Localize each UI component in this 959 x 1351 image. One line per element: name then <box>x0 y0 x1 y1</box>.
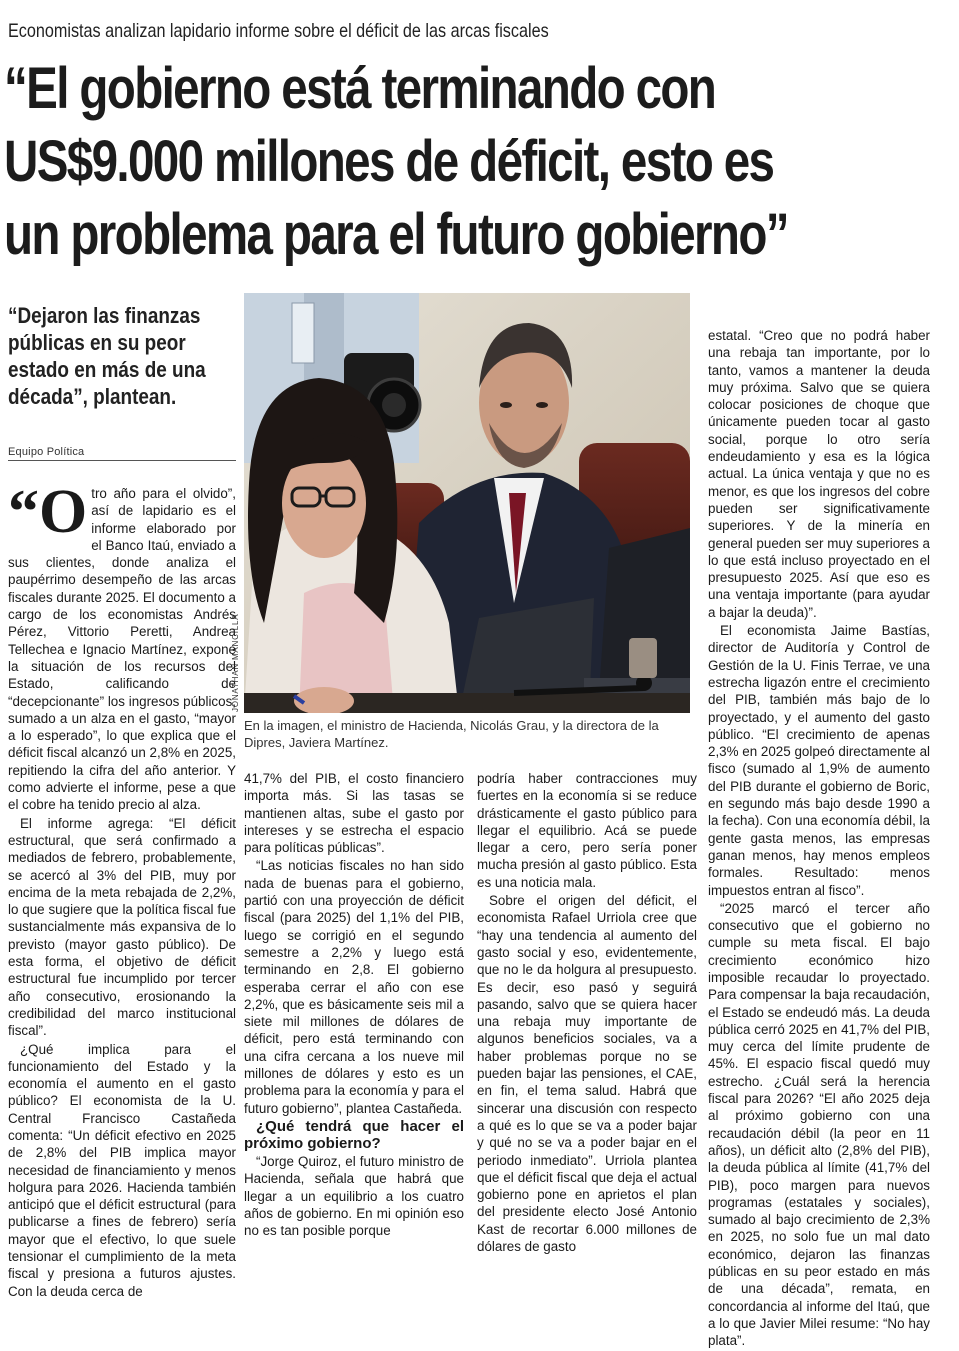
paragraph: Sobre el origen del déficit, el economista Rafael Urriola cree que “hay una tendencia al aumento del gasto social y eso, evidentemente, que no le da holgura al presupuesto. Es decir, eso pasó y seguirá pasando, salvo que se quiera hacer una rebaja muy importante de algunos beneficios sociales, va a haber problemas porque no se pueden bajar las pensiones, el CAE, en fin, el tema salud. Habrá que sincerar una discusión con respecto a qué es lo que se va a poder bajar y qué no se va a poder bajar en el periodo inmediato”. Urriola plantea que el déficit fiscal que deja el actual gobierno pone en aprietos el plan del presidente electo José Antonio Kast de recortar 6.000 millones de dólares de gasto <box>477 893 697 1255</box>
photo-caption: En la imagen, el ministro de Hacienda, Nicolás Grau, y la directora de la Dipres, Javiera Martínez. <box>244 718 659 750</box>
drop-cap: “O <box>8 478 88 546</box>
paragraph: 41,7% del PIB, el costo financiero importa más. Si las tasas se mantienen altas, sube el gasto por intereses y se estrecha el espacio para políticas públicas”. <box>244 771 464 856</box>
paragraph: El informe agrega: “El déficit estructural, que será confirmado a mediados de febrero, probablemente, se acercó al 3% del PIB, muy por encima de la meta rebajada de 2,2%, lo que sugiere que la política fiscal fue sustancialmente más expansiva de lo previsto (mayor gasto público). De esta forma, el objetivo de déficit estructural fue incumplido por tercer año consecutivo, erosionando la credibilidad del marco institucional fiscal”. <box>8 815 236 1039</box>
paragraph: estatal. “Creo que no podrá haber una rebaja tan importante, por lo tanto, vamos a mantener la deuda muy próxima. Salvo que se quiera colocar posiciones de choque que únicamente pueden tocar al gasto social, porque lo otro sería endeudamiento y esa es la lógica actual. La única ventaja y que no es menor, es que los ingresos del cobre pueden ser significativamente superiores. Y de la minería en general pueden ser muy superiores a lo que está incluso proyectado en el presupuesto 2025. Así que eso es una ventaja importante (para ayudar a bajar la deuda)”. <box>708 328 930 620</box>
paragraph: El economista Jaime Bastías, director de Auditoría y Control de Gestión de la U. Finis Terrae, ve una estrecha ligazón entre el crecimiento del PIB, también más bajo de lo proyectado, y el aumento del gasto público. “El crecimiento de apenas 2,3% en 2025 golpeó directamente al fisco (sumado al 1,9% de aumento del PIB durante el gobierno de Boric, en segundo más bajo desde 1990 a la fecha). Con una economía débil, la gente gasta menos, las empresas ganan menos, hay menos empleos formales. Resultado: menos impuestos entran al fisco”. <box>708 623 930 898</box>
subhead-line: estado en más de una <box>8 357 206 382</box>
byline: Equipo Política <box>8 446 236 461</box>
article-column-3 <box>477 770 697 1256</box>
photo-illustration <box>244 293 690 713</box>
section-heading: ¿Qué tendrá que hacer el próximo gobierno? <box>244 1117 464 1152</box>
headline-line: “El gobierno está terminando con <box>4 56 716 121</box>
news-photo <box>244 293 690 713</box>
paragraph: “2025 marcó el tercer año consecutivo que el gobierno no cumple su meta fiscal. El bajo crecimiento económico hizo imposible recaudar lo proyectado. Para compensar la baja recaudación, el Estado se endeudó más. La deuda pública cerró 2025 en 41,7% del PIB, muy cerca del límite prudente de 45%. El espacio fiscal quedó muy estrecho. ¿Cuál será la herencia fiscal para 2026? “El año 2025 deja al próximo gobierno con una recaudación débil (la peor en 11 años), un déficit alto (2,8% del PIB), la deuda pública al límite (41,7% del PIB), poco margen para nuevos programas (estatales y sociales), sumado al bajo crecimiento de 2,3% en 2025, no solo fue un mal dato económico, dejaron las finanzas públicas en su peor estado en más de una década”, remata, en concordancia al informe del Itaú, que a lo que Javier Milei resume: “No hay plata”. <box>708 900 930 1349</box>
paragraph: ¿Qué implica para el funcionamiento del Estado y la economía el aumento en el gasto público? El economista de la U. Central Francisco Castañeda comenta: “Un déficit efectivo en 2025 de 2,8% del PIB implica mayor necesidad de financiamiento y menos holgura para 2026. Hacienda también anticipó que el déficit estructural (para publicarse a fines de febrero) sería mayor que el efectivo, lo que suele tensionar el cumplimiento de la meta fiscal y presiona a futuros ajustes. Con la deuda cerca de <box>8 1041 236 1299</box>
paragraph: “Las noticias fiscales no han sido nada de buenas para el gobierno, partió con una proyección de déficit fiscal (para 2025) del 1,1% del PIB, luego se corrigió en el segundo semestre a 2,2% y luego está terminando en 2,8. El gobierno esperaba cerrar el año con ese 2,2%, que es básicamente seis mil a siete mil millones de dólares de déficit, pero está terminando con una cifra cercana a los nueve mil millones de dólares y esto es un problema para la economía y para el futuro gobierno”, plantea Castañeda. <box>244 858 464 1116</box>
lead-paragraph <box>8 478 236 814</box>
paragraph: “Jorge Quiroz, el futuro ministro de Hacienda, señala que habrá que llegar a un equilibrio a los cuatro años de gobierno. En mi opinión eso no es tan posible porque <box>244 1153 464 1239</box>
headline <box>4 52 954 271</box>
article-column-4 <box>708 327 930 1351</box>
photo-credit: JONATHAN MANCILLA <box>231 613 240 712</box>
subhead-line: públicas en su peor <box>8 330 186 355</box>
subhead <box>8 302 236 410</box>
article-column-1 <box>8 478 236 1301</box>
article-column-2 <box>244 770 464 1240</box>
headline-line: un problema para el futuro gobierno” <box>4 202 788 267</box>
headline-line: US$9.000 millones de déficit, esto es <box>4 129 774 194</box>
subhead-line: década”, plantean. <box>8 384 177 409</box>
paragraph: podría haber contracciones muy fuertes en la economía si se reduce drásticamente el gasto público para llegar el equilibrio. Acá se puede llegar a cero, pero sería poner mucha presión al gasto público. Esta es una noticia mala. <box>477 771 697 890</box>
lead-text: tro año para el olvido”, así de lapidario es el informe elaborado por el Banco Itaú, enviado a sus clientes, donde analiza el paupérrimo desempeño de las arcas fiscales durante 2025. El documento a cargo de los economistas Andrés Pérez, Vittorio Peretti, Andrea Tellechea e Ignacio Martínez, expone la situación de los recursos del Estado, calificando de “decepcionante” los ingresos públicos, sumado a un alza en el gasto, “mayor a lo esperado”, lo que explica que el déficit fiscal alcanzó un 2,8% en 2025, repitiendo la cifra del año anterior. Y como advierte el informe, pese a que el cobre ha tenido precio al alza. <box>8 486 236 813</box>
kicker: Economistas analizan lapidario informe sobre el déficit de las arcas fiscales <box>8 20 549 42</box>
subhead-line: “Dejaron las finanzas <box>8 303 201 328</box>
